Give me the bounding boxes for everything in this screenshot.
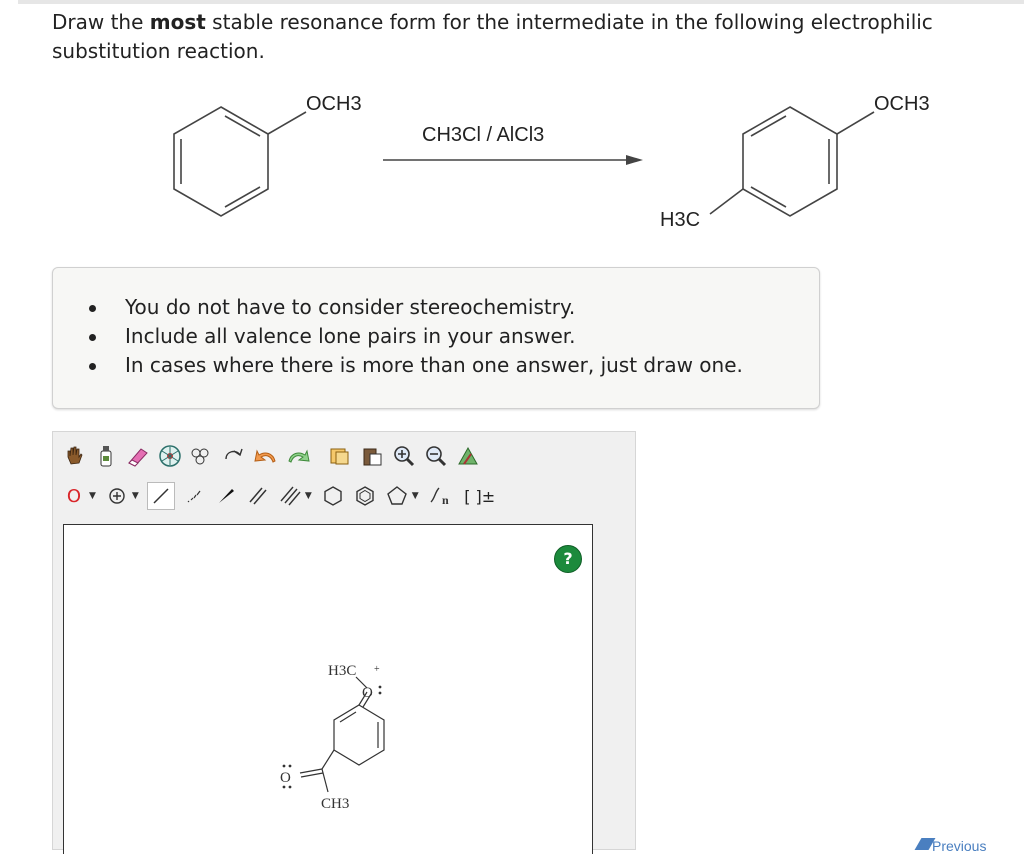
single-bond-tool[interactable] bbox=[147, 482, 175, 510]
question-prefix: Draw the bbox=[52, 10, 150, 34]
zoom-out-icon[interactable] bbox=[423, 443, 449, 469]
reaction-arrow-tool-icon[interactable] bbox=[221, 443, 247, 469]
drawn-molecule bbox=[64, 525, 594, 855]
instruction-item: You do not have to consider stereochemistry. bbox=[105, 293, 743, 322]
product-substituent-bottom-label: H3C bbox=[660, 209, 701, 231]
reaction-scheme bbox=[0, 80, 1024, 255]
cyclopentane-icon[interactable] bbox=[384, 483, 410, 509]
reactant-substituent-label: OCH3 bbox=[306, 93, 362, 115]
product-benzene-ring bbox=[710, 107, 874, 216]
top-divider bbox=[18, 0, 1024, 4]
help-button[interactable]: ? bbox=[554, 545, 582, 573]
chevron-down-icon[interactable]: ▼ bbox=[131, 491, 139, 501]
instructions-box bbox=[52, 267, 820, 409]
molecule-charge-label: + bbox=[374, 664, 380, 675]
ring-template-icon[interactable] bbox=[157, 443, 183, 469]
previous-link[interactable]: Previous bbox=[932, 838, 987, 854]
copy-icon[interactable] bbox=[327, 443, 353, 469]
editor-toolbar-top bbox=[61, 438, 487, 474]
question-suffix: stable resonance form for the intermediate in the following electrophilic substitution reaction. bbox=[52, 10, 933, 63]
editor-toolbar-bottom bbox=[61, 478, 503, 514]
eraser-icon[interactable] bbox=[125, 443, 151, 469]
clean-structure-icon[interactable] bbox=[455, 443, 481, 469]
bracket-charge-icon[interactable]: [ ]± bbox=[464, 486, 496, 506]
double-bond-icon[interactable] bbox=[245, 483, 271, 509]
question-emphasis: most bbox=[149, 10, 206, 34]
molecule-top-group-label: H3C bbox=[328, 663, 357, 679]
molecule-top-atom-label: O bbox=[362, 685, 373, 701]
hand-icon[interactable] bbox=[61, 443, 87, 469]
instruction-item: In cases where there is more than one answer, just draw one. bbox=[105, 351, 743, 380]
hashed-wedge-bond-icon[interactable] bbox=[181, 483, 207, 509]
benzene-icon[interactable] bbox=[352, 483, 378, 509]
molecule-bottom-group-label: CH3 bbox=[321, 796, 350, 812]
polymer-bracket-icon[interactable] bbox=[427, 483, 457, 509]
wedge-bond-icon[interactable] bbox=[213, 483, 239, 509]
templates-icon[interactable] bbox=[189, 443, 215, 469]
triple-bond-icon[interactable] bbox=[277, 483, 303, 509]
chevron-down-icon[interactable]: ▼ bbox=[411, 491, 419, 501]
question-text bbox=[52, 8, 1012, 66]
chevron-down-icon[interactable]: ▼ bbox=[89, 491, 96, 501]
chevron-down-icon[interactable]: ▼ bbox=[304, 491, 312, 501]
charge-plus-icon[interactable] bbox=[104, 483, 130, 509]
zoom-in-icon[interactable] bbox=[391, 443, 417, 469]
molecule-editor bbox=[52, 431, 636, 850]
undo-icon[interactable] bbox=[253, 443, 279, 469]
redo-icon[interactable] bbox=[285, 443, 311, 469]
paste-icon[interactable] bbox=[359, 443, 385, 469]
reactant-benzene-ring bbox=[174, 107, 306, 216]
reagents-label: CH3Cl / AlCl3 bbox=[422, 124, 545, 146]
cyclohexane-icon[interactable] bbox=[320, 483, 346, 509]
drawing-canvas[interactable] bbox=[63, 524, 593, 854]
svg-text:n: n bbox=[441, 493, 449, 507]
reaction-arrow bbox=[383, 155, 643, 165]
erase-bottle-icon[interactable] bbox=[93, 443, 119, 469]
product-substituent-top-label: OCH3 bbox=[874, 93, 930, 115]
molecule-bottom-atom-label: O bbox=[280, 770, 291, 786]
instructions-list bbox=[105, 293, 743, 380]
instruction-item: Include all valence lone pairs in your answer. bbox=[105, 322, 743, 351]
atom-selector[interactable]: O bbox=[66, 485, 82, 507]
